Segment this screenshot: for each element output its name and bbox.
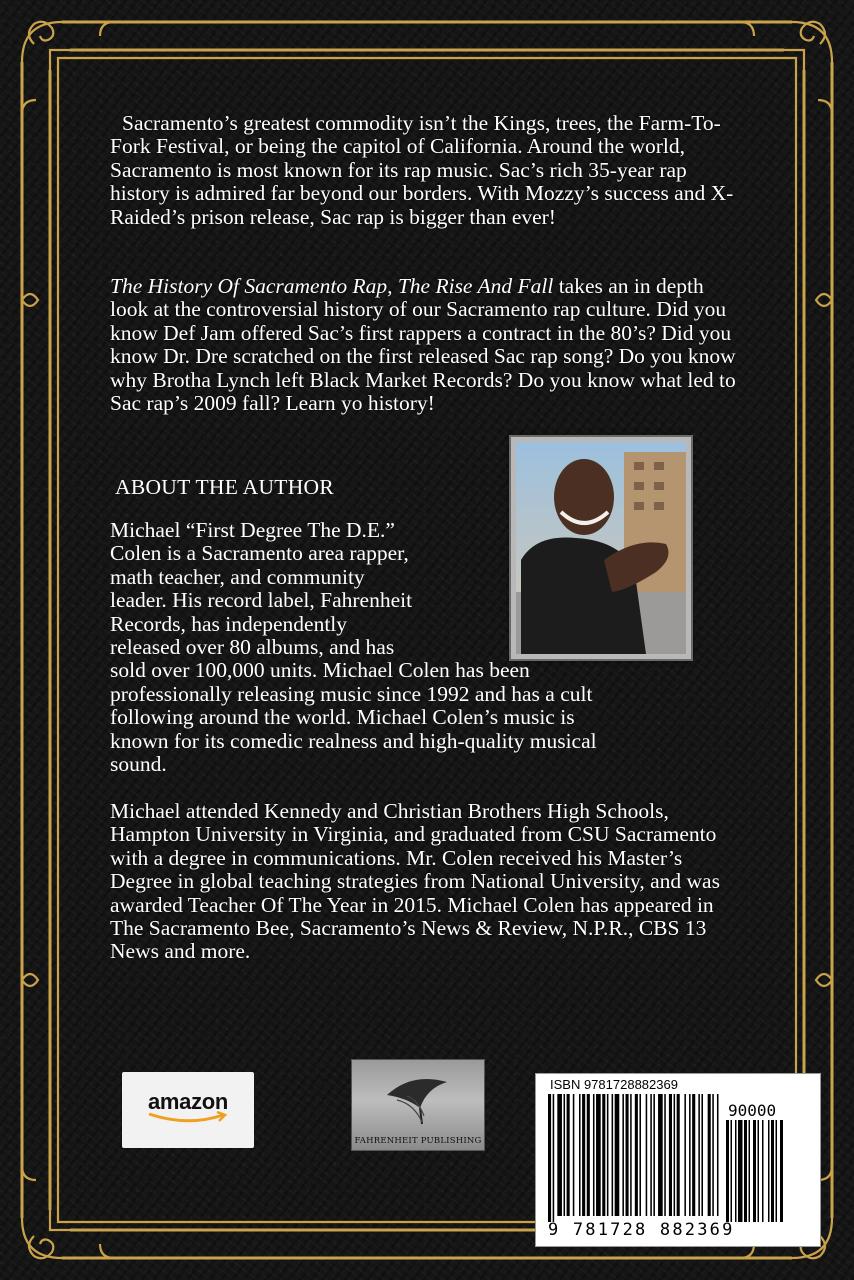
bio-line: math teacher, and community — [110, 564, 365, 589]
author-bio-paragraph — [110, 519, 745, 776]
publisher-name: FAHRENHEIT PUBLISHING — [354, 1136, 482, 1146]
blurb-text-1: Sacramento’s greatest commodity isn’t the Kings, trees, the Farm-To-Fork Festival, or being the capitol of California. Around the world, Sacramento is most known for its rap music. Sac’s rich 35-year rap history is admired far beyond our borders. With Mozzy’s success and X-Raided’s prison release, Sac rap is bigger than ever! — [110, 111, 734, 229]
bio-line: professionally releasing music since 1992 and has a cult — [110, 681, 593, 706]
about-the-author-heading: ABOUT THE AUTHOR — [115, 475, 335, 499]
price-code: 90000 — [728, 1101, 777, 1120]
blurb-text-2: takes an in depth look at the controversial history of our Sacramento rap culture. Did you know Def Jam offered Sac’s first rappers a contract in the 80’s? Did you know Dr. Dre scratched on the first released Sac rap song? Do you know why Brotha Lynch left Black Market Records? Do you know what led to Sac rap’s 2009 fall? Learn yo history! — [110, 274, 736, 416]
amazon-logo — [122, 1072, 254, 1148]
bio-line: sound. — [110, 752, 167, 777]
author-education-text: Michael attended Kennedy and Christian Brothers High Schools, Hampton University in Virginia, and graduated from CSU Sacramento with a degree in communications. Mr. Colen received his Master’s Degree in global teaching strategies from National University, and was awarded Teacher Of The Year in 2015. Michael Colen has appeared in The Sacramento Bee, Sacramento’s News & Review, N.P.R., CBS 13 News and more. — [110, 799, 720, 964]
author-education-paragraph — [110, 800, 742, 964]
fahrenheit-publishing-logo — [351, 1059, 485, 1151]
bio-line: Michael “First Degree The D.E.” — [110, 518, 395, 542]
amazon-smile-icon — [143, 1111, 233, 1125]
bio-line: following around the world. Michael Colen’s music is — [110, 705, 575, 730]
bio-line: Colen is a Sacramento area rapper, — [110, 541, 409, 566]
book-wing-icon — [352, 1060, 484, 1130]
blurb-paragraph-1 — [110, 112, 742, 229]
isbn-label: ISBN 9781728882369 — [550, 1077, 678, 1092]
bio-line: sold over 100,000 units. Michael Colen has been — [110, 658, 530, 683]
blurb-paragraph-2 — [110, 275, 742, 415]
bio-line: known for its comedic realness and high-quality musical — [110, 728, 597, 753]
amazon-wordmark: amazon — [147, 1089, 229, 1114]
isbn-barcode — [535, 1073, 821, 1247]
bio-line: Records, has independently — [110, 611, 348, 636]
barcode-number: 9 781728 882369 — [548, 1220, 735, 1240]
bio-line: leader. His record label, Fahrenheit — [110, 588, 413, 613]
book-title-italic: The History Of Sacramento Rap, The Rise And Fall — [110, 274, 554, 298]
bio-line: released over 80 albums, and has — [110, 635, 395, 660]
